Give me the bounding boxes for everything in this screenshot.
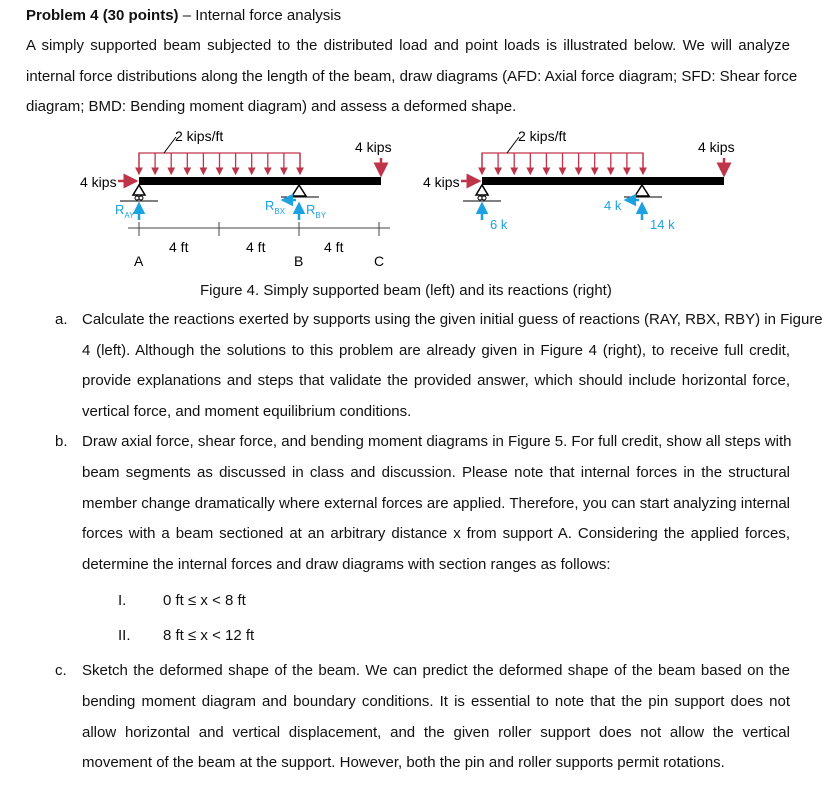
point-label-b: B: [294, 253, 304, 269]
range-marker: I.: [118, 592, 127, 610]
item-c-line: Sketch the deformed shape of the beam. We can predict the deformed shape of the beam based on the: [82, 662, 790, 680]
item-b-line: beam segments as discussed in class and discussion. Please note that internal forces in the structural: [82, 464, 790, 481]
item-marker-b: b.: [55, 433, 68, 451]
roller-wheel: [139, 196, 143, 200]
range-marker: II.: [118, 627, 131, 645]
span-label: 4 ft: [324, 239, 344, 255]
roller-wheel: [482, 196, 486, 200]
roller-support-icon: [476, 185, 488, 195]
beam: [482, 177, 724, 185]
dist-load-label-right: 2 kips/ft: [518, 128, 567, 144]
heading-rest: – Internal force analysis: [178, 7, 342, 24]
item-b-line: Draw axial force, shear force, and bending moment diagrams in Figure 5. For full credit, show all steps with: [82, 433, 792, 451]
roller-support-icon: [133, 185, 145, 195]
intro-line: internal force distributions along the length of the beam, draw diagrams (AFD: Axial force diagram; SFD: Shear force: [26, 68, 798, 85]
pin-support-icon: [635, 185, 649, 196]
dist-load-label: 2 kips/ft: [175, 128, 224, 144]
pin-support-icon: [292, 185, 306, 196]
intro-line: diagram; BMD: Bending moment diagram) and assess a deformed shape.: [26, 98, 517, 115]
item-b-line: member change dramatically where external forces are applied. Therefore, you can start analyzing internal: [82, 494, 790, 512]
span-label: 4 ft: [246, 239, 266, 255]
beam-diagram-left: [118, 137, 390, 236]
reaction-by-label: $R_{BY}$: [306, 202, 327, 220]
item-marker-a: a.: [55, 311, 68, 328]
reaction-ay-value: 6 k: [490, 217, 508, 232]
item-a-line: Calculate the reactions exerted by supports using the given initial guess of reactions (RAY, RBX, RBY) in Figure: [82, 311, 823, 328]
roller-wheel: [135, 196, 139, 200]
reaction-by-value: 14 k: [650, 217, 675, 232]
heading-bold: Problem 4 (30 points): [26, 7, 179, 24]
figure-4: [0, 120, 828, 280]
item-a-line: 4 (left). Although the solutions to this problem are already given in Figure 4 (right), to receive full credit,: [82, 341, 790, 359]
beam-diagram-right: [461, 137, 724, 220]
reaction-ay-label: $R_{AY}$: [115, 202, 135, 220]
point-label-c: C: [374, 253, 385, 269]
section-range: 8 ft ≤ x < 12 ft: [163, 627, 255, 645]
figure-caption: Figure 4. Simply supported beam (left) and its reactions (right): [200, 282, 612, 299]
item-b-line: forces with a beam sectioned at an arbitrary distance x from support A. Considering the applied forces,: [82, 525, 790, 543]
axial-load-label-right: 4 kips: [423, 174, 460, 190]
section-range: 0 ft ≤ x < 8 ft: [163, 592, 246, 610]
intro-line: A simply supported beam subjected to the distributed load and point loads is illustrated below. We will analyze: [26, 37, 790, 54]
reaction-bx-value: 4 k: [604, 198, 622, 213]
item-marker-c: c.: [55, 662, 67, 680]
point-label-a: A: [134, 253, 144, 269]
item-c-line: allow horizontal and vertical displacement, and the given roller support does not allow the vertical: [82, 723, 790, 741]
item-b-line: determine the internal forces and draw diagrams with section ranges as follows:: [82, 555, 611, 573]
axial-load-label: 4 kips: [80, 174, 117, 190]
item-c-line: movement of the beam at the support. However, both the pin and roller supports permit rotations.: [82, 754, 725, 772]
item-a-line: provide explanations and steps that validate the provided answer, which should include horizontal force,: [82, 372, 790, 390]
point-load-label-right: 4 kips: [698, 139, 735, 155]
reaction-bx-label: $R_{BX}$: [265, 198, 286, 216]
roller-wheel: [478, 196, 482, 200]
span-label: 4 ft: [169, 239, 189, 255]
item-a-line: vertical force, and moment equilibrium conditions.: [82, 402, 412, 420]
point-load-label: 4 kips: [355, 139, 392, 155]
problem-heading: [26, 7, 341, 24]
beam: [139, 177, 381, 185]
item-c-line: bending moment diagram and boundary conditions. It is essential to note that the pin support does not: [82, 693, 790, 710]
